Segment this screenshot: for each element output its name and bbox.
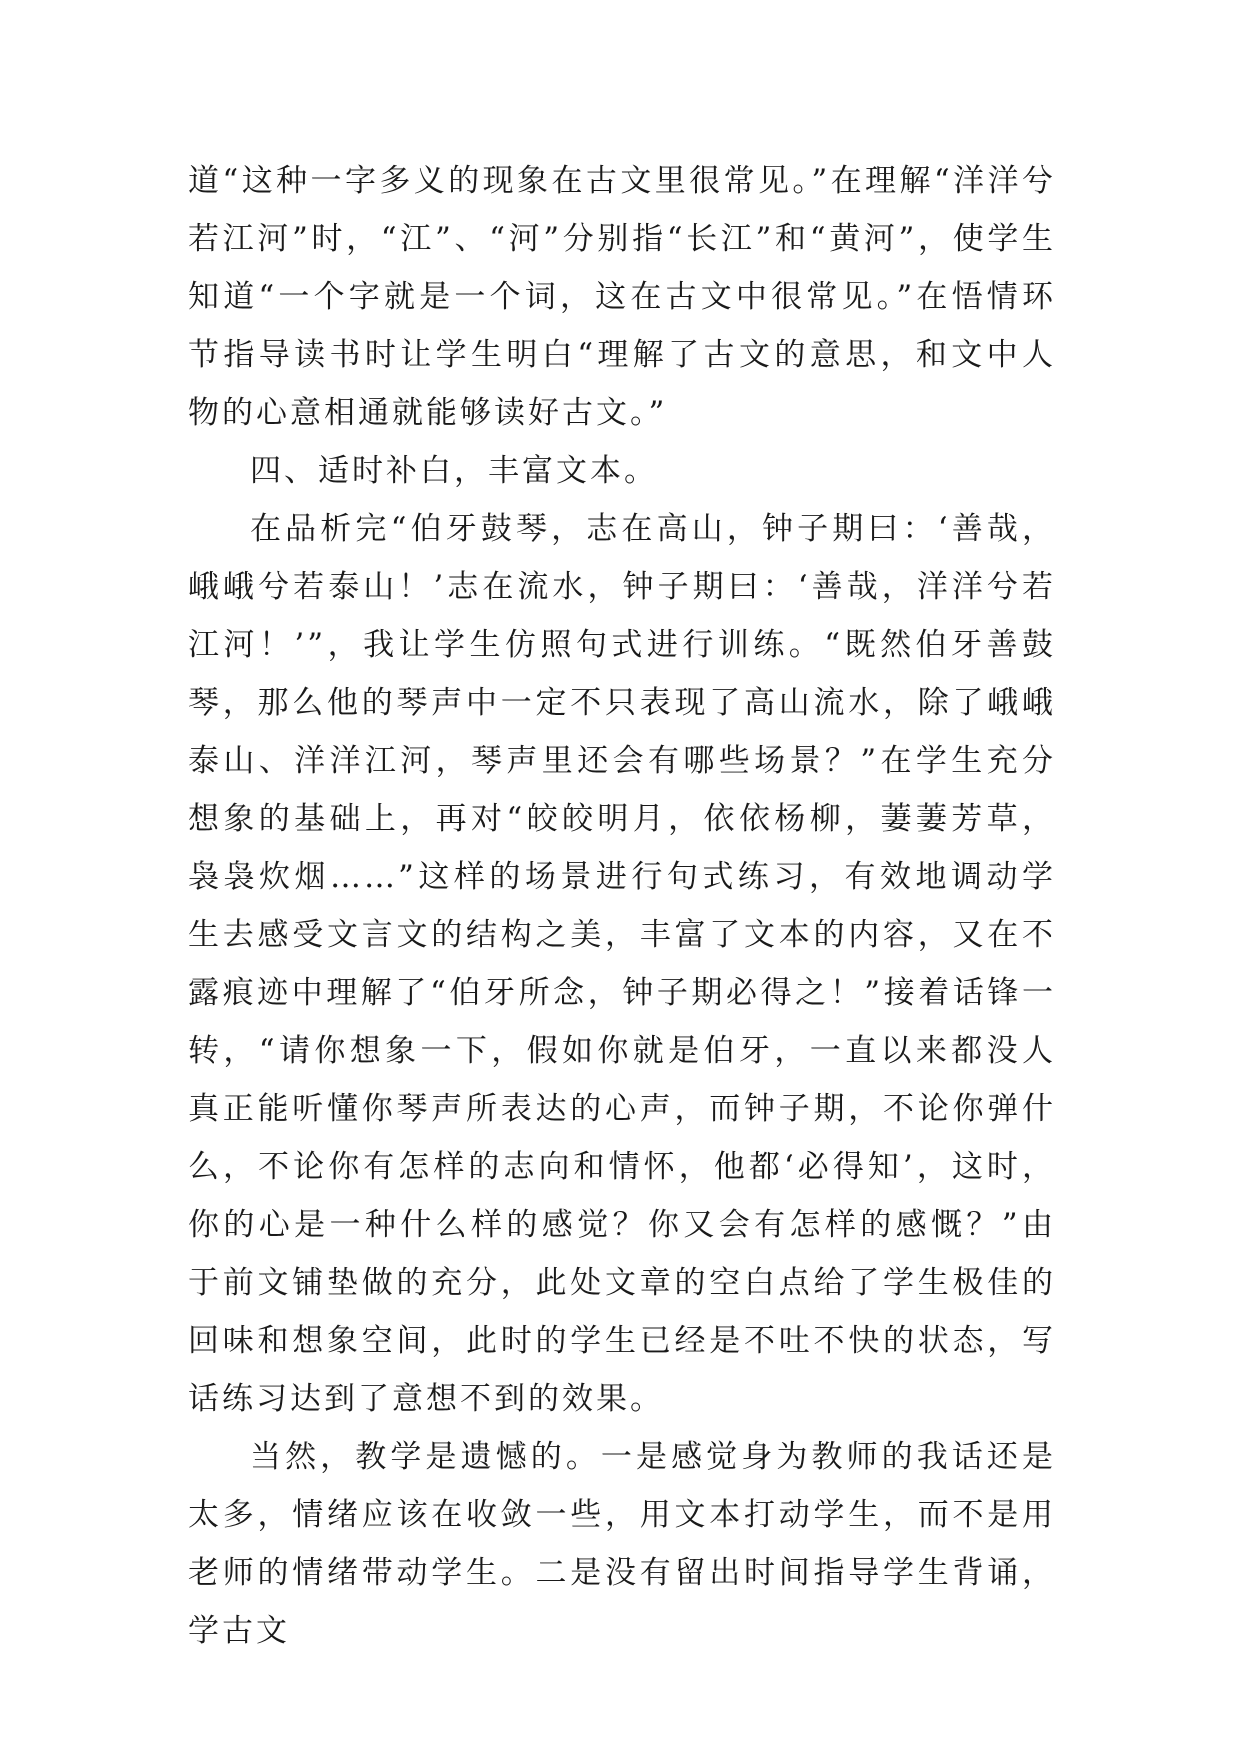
section-heading: 四、适时补白，丰富文本。 — [250, 453, 658, 489]
paragraph-reflection: 当然，教学是遗憾的。一是感觉身为教师的我话还是太多，情绪应该在收敛一些，用文本打动学生，而不是用老师的情绪带动学生。二是没有留出时间指导学生背诵，学古文 — [188, 1439, 1056, 1649]
document-body — [188, 152, 1056, 1660]
paragraph-continued: 道“这种一字多义的现象在古文里很常见。”在理解“洋洋兮若江河”时，“江”、“河”分别指“长江”和“黄河”，使学生知道“一个字就是一个词，这在古文中很常见。”在悟情环节指导读书时让学生明白“理解了古文的意思，和文中人物的心意相通就能够读好古文。” — [188, 163, 1056, 431]
paragraph-supplement: 在品析完“伯牙鼓琴，志在高山，钟子期曰：‘善哉，峨峨兮若泰山！’志在流水，钟子期曰：‘善哉，洋洋兮若江河！’”，我让学生仿照句式进行训练。“既然伯牙善鼓琴，那么他的琴声中一定不只表现了高山流水，除了峨峨泰山、洋洋江河，琴声里还会有哪些场景？”在学生充分想象的基础上，再对“皎皎明月，依依杨柳，萋萋芳草，袅袅炊烟……”这样的场景进行句式练习，有效地调动学生去感受文言文的结构之美，丰富了文本的内容，又在不露痕迹中理解了“伯牙所念，钟子期必得之！”接着话锋一转，“请你想象一下，假如你就是伯牙，一直以来都没人真正能听懂你琴声所表达的心声，而钟子期，不论你弹什么，不论你有怎样的志向和情怀，他都‘必得知’，这时，你的心是一种什么样的感觉？你又会有怎样的感慨？”由于前文铺垫做的充分，此处文章的空白点给了学生极佳的回味和想象空间，此时的学生已经是不吐不快的状态，写话练习达到了意想不到的效果。 — [188, 511, 1056, 1417]
